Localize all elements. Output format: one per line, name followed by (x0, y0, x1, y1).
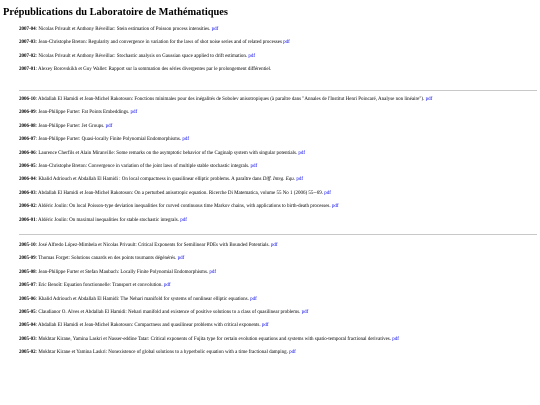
preprint-entry: 2006-07: Jean-Philippe Furter: Quasi-locally Finite Polynomial Endomorphisms. pdf (19, 137, 189, 143)
preprint-text: Abdallah El Hamidi et Jean-Michel Rakotoson: Compactness and quasilinear problems with critical exponents. (38, 323, 261, 329)
preprint-text: Jean-Philippe Furter: Jet Groups. (38, 123, 105, 129)
preprint-id: 2007-01 (19, 67, 36, 73)
pdf-link[interactable]: pdf (283, 40, 290, 46)
preprint-text: Aldéric Joulin: On local Poisson-type deviation inequalities for curved continuous time Markov chains, with applications to birth-death processes. (38, 204, 331, 210)
preprint-id: 2005-10 (19, 243, 36, 248)
preprint-id: 2006-10 (19, 97, 36, 102)
preprint-entry: 2007-01: Alexey Borovskikh et Guy Wallet: Rapport sur la sommation des séries divergentes par le prolongement différentiel. (19, 67, 272, 73)
preprint-id: 2006-09 (19, 110, 36, 116)
pdf-link[interactable]: pdf (425, 97, 433, 102)
preprint-text: Khalid Adriouch et Abdallah El Hamidi : On local compactness in quasilinear elliptic problems. A paraître dans (38, 177, 262, 183)
preprint-entry: 2006-01: Aldéric Joulin: On maximal inequalities for stable stochastic integrals. pdf (19, 217, 187, 223)
preprint-text: Jean-Philippe Furter: Quasi-locally Finite Polynomial Endomorphisms. (38, 137, 182, 143)
pdf-link[interactable]: pdf (130, 110, 138, 116)
preprint-id: 2007-04 (19, 27, 36, 32)
pdf-link[interactable]: pdf (211, 27, 219, 32)
pdf-link[interactable]: pdf (296, 177, 303, 183)
preprint-entry: 2005-02: Mokhtar Kirane et Yamina Laskri: Nonexistence of global solutions to a hyperbolic equation with a time fractional damping. pdf (19, 350, 296, 356)
journal-name: Diff. Integ. Equ. (262, 177, 296, 183)
section-divider (19, 90, 537, 91)
pdf-link[interactable]: pdf (270, 243, 278, 248)
preprint-entry: 2006-10: Abdallah El Hamidi et Jean-Michel Rakotoson: Fonctions minimales pour des inégalités de Sobolev anisotropiques (à paraître dans "Annales de l'Institut Henri Poincaré, Analyse non linéaire"). pdf (19, 97, 433, 102)
preprint-text: Eric Benoît: Equation fonctionnelle: Transport et convolution. (38, 283, 163, 289)
preprint-entry: 2007-03: Jean-Christophe Breton: Regularity and convergence in variation for the laws of shot noise series and of related processes pdf (19, 40, 290, 46)
pdf-link[interactable]: pdf (105, 123, 113, 129)
preprint-id: 2007-02 (19, 53, 36, 59)
section-2007 (19, 27, 537, 81)
preprint-id: 2005-04 (19, 323, 36, 329)
preprint-id: 2006-04 (19, 177, 36, 183)
preprint-id: 2005-08 (19, 269, 36, 275)
pdf-link[interactable]: pdf (177, 256, 185, 262)
preprint-text: Jean-Christophe Breton: Regularity and convergence in variation for the laws of shot noise series and of related processes (38, 40, 282, 46)
preprint-entry: 2005-09: Thomas Forget: Solutions canards en des points tournants dégénérés. pdf (19, 256, 185, 262)
preprint-id: 2006-03 (19, 190, 36, 196)
preprint-entry: 2005-03: Mokhtar Kirane, Yamina Laskri et Nasser-eddine Tatar: Critical exponents of Fujita type for certain evolution equations and systems with spatio-temporal fractional derivatives. pdf (19, 336, 399, 342)
pdf-link[interactable]: pdf (209, 269, 217, 275)
pdf-link[interactable]: pdf (163, 283, 171, 289)
preprint-text: Jean-Philippe Furter: Fat Points Embeddings. (38, 110, 130, 116)
preprint-entry: 2005-10: José Alfredo López-Mimbela et Nicolas Privault: Critical Exponents for Semilinear PDEs with Bounded Potentials. pdf (19, 243, 278, 248)
pdf-link[interactable]: pdf (289, 350, 296, 356)
preprint-entry: 2007-02: Nicolas Privault et Anthony Réveillac: Stochastic analysis on Gaussian space applied to drift estimation. pdf (19, 53, 256, 59)
preprint-text: Mokhtar Kirane et Yamina Laskri: Nonexistence of global solutions to a hyperbolic equation with a time fractional damping. (38, 350, 288, 356)
preprint-text: Thomas Forget: Solutions canards en des points tournants dégénérés. (38, 256, 177, 262)
pdf-link[interactable]: pdf (298, 150, 306, 156)
preprint-id: 2006-07 (19, 137, 36, 143)
preprint-text: Khalid Adriouch et Abdallah El Hamidi: The Nehari manifold for systems of nonlinear elliptic equations. (38, 296, 249, 302)
preprint-text: Mokhtar Kirane, Yamina Laskri et Nasser-eddine Tatar: Critical exponents of Fujita type for certain evolution equations and systems with spatio-temporal fractional derivatives. (38, 336, 392, 342)
section-divider (19, 234, 537, 235)
pdf-link[interactable]: pdf (331, 204, 339, 210)
preprint-entry: 2005-08: Jean-Philippe Furter et Stefan Maubach: Locally Finite Polynomial Endomorphisms. pdf (19, 269, 217, 275)
page-title: Prépublications du Laboratoire de Mathématiques (3, 7, 228, 18)
pdf-link[interactable]: pdf (250, 296, 257, 302)
preprint-entry: 2006-03: Abdallah El Hamidi et Jean-Michel Rakotoson: On a perturbed anisotropic equation. Ricerche Di Matematica, volume 55 No 1 (2006) 55--69. pdf (19, 190, 331, 196)
preprint-text: Abdallah El Hamidi et Jean-Michel Rakotoson: Fonctions minimales pour des inégalités de Sobolev anisotropiques (à paraître dans "Annales de l'Institut Henri Poincaré, Analyse non linéaire"). (38, 97, 425, 102)
preprint-text: Claudianor O. Alves et Abdallah El Hamidi: Nehari manifold and existence of positive solutions to a class of quasilinear problems. (38, 309, 301, 315)
preprint-text: José Alfredo López-Mimbela et Nicolas Privault: Critical Exponents for Semilinear PDEs with Bounded Potentials. (38, 243, 270, 248)
preprint-entry: 2005-06: Khalid Adriouch et Abdallah El Hamidi: The Nehari manifold for systems of nonlinear elliptic equations. pdf (19, 296, 257, 302)
preprint-text: Abdallah El Hamidi et Jean-Michel Rakotoson: On a perturbed anisotropic equation. Ricerche Di Matematica, volume 55 No 1 (2006) 55--69. (38, 190, 323, 196)
preprint-id: 2005-06 (19, 296, 36, 302)
section-2006 (19, 97, 537, 231)
pdf-link[interactable]: pdf (392, 336, 399, 342)
preprint-text: Laurence Cherfils et Alain Miranville: Some remarks on the asymptotic behavior of the Caginalp system with singular potentials. (38, 150, 298, 156)
pdf-link[interactable]: pdf (180, 217, 187, 223)
preprint-text: Aldéric Joulin: On maximal inequalities for stable stochastic integrals. (38, 217, 179, 223)
preprint-entry: 2006-05: Jean-Christophe Breton: Convergence in variation of the joint laws of multiple stable stochastic integrals. pdf (19, 163, 258, 169)
preprint-text: Jean-Christophe Breton: Convergence in variation of the joint laws of multiple stable stochastic integrals. (38, 163, 250, 169)
preprint-entry: 2005-04: Abdallah El Hamidi et Jean-Michel Rakotoson: Compactness and quasilinear problems with critical exponents. pdf (19, 323, 269, 329)
preprint-text: Alexey Borovskikh et Guy Wallet: Rapport sur la sommation des séries divergentes par le prolongement différentiel. (38, 67, 272, 73)
pdf-link[interactable]: pdf (324, 190, 331, 196)
preprint-entry: 2006-02: Aldéric Joulin: On local Poisson-type deviation inequalities for curved continuous time Markov chains, with applications to birth-death processes. pdf (19, 204, 339, 210)
preprint-id: 2005-03 (19, 336, 36, 342)
preprint-id: 2005-09 (19, 256, 36, 262)
preprint-id: 2006-05 (19, 163, 36, 169)
preprint-entry: 2006-04: Khalid Adriouch et Abdallah El Hamidi : On local compactness in quasilinear elliptic problems. A paraître dans Diff. Integ. Equ. pdf (19, 177, 303, 183)
preprint-id: 2006-01 (19, 217, 36, 223)
preprint-entry: 2006-09: Jean-Philippe Furter: Fat Points Embeddings. pdf (19, 110, 138, 116)
preprint-id: 2005-07 (19, 283, 36, 289)
pdf-link[interactable]: pdf (248, 53, 256, 59)
preprint-entry: 2006-08: Jean-Philippe Furter: Jet Groups. pdf (19, 123, 113, 129)
preprint-id: 2007-03 (19, 40, 36, 46)
preprint-id: 2006-08 (19, 123, 36, 129)
preprint-entry: 2006-06: Laurence Cherfils et Alain Miranville: Some remarks on the asymptotic behavior of the Caginalp system with singular potentials. pdf (19, 150, 306, 156)
pdf-link[interactable]: pdf (182, 137, 189, 143)
preprint-text: Jean-Philippe Furter et Stefan Maubach: Locally Finite Polynomial Endomorphisms. (38, 269, 209, 275)
preprint-text: Nicolas Privault et Anthony Réveillac: Stochastic analysis on Gaussian space applied to drift estimation. (38, 53, 248, 59)
preprint-id: 2005-05 (19, 309, 36, 315)
pdf-link[interactable]: pdf (301, 309, 309, 315)
preprint-id: 2006-06 (19, 150, 36, 156)
preprint-id: 2005-02 (19, 350, 36, 356)
section-2005 (19, 243, 537, 364)
preprint-entry: 2005-05: Claudianor O. Alves et Abdallah El Hamidi: Nehari manifold and existence of positive solutions to a class of quasilinear problems. pdf (19, 309, 309, 315)
preprint-entry: 2007-04: Nicolas Privault et Anthony Réveillac: Stein estimation of Poisson process intensities. pdf (19, 27, 219, 32)
preprint-id: 2006-02 (19, 204, 36, 210)
pdf-link[interactable]: pdf (250, 163, 258, 169)
preprint-entry: 2005-07: Eric Benoît: Equation fonctionnelle: Transport et convolution. pdf (19, 283, 171, 289)
pdf-link[interactable]: pdf (261, 323, 269, 329)
preprint-text: Nicolas Privault et Anthony Réveillac: Stein estimation of Poisson process intensities. (38, 27, 211, 32)
